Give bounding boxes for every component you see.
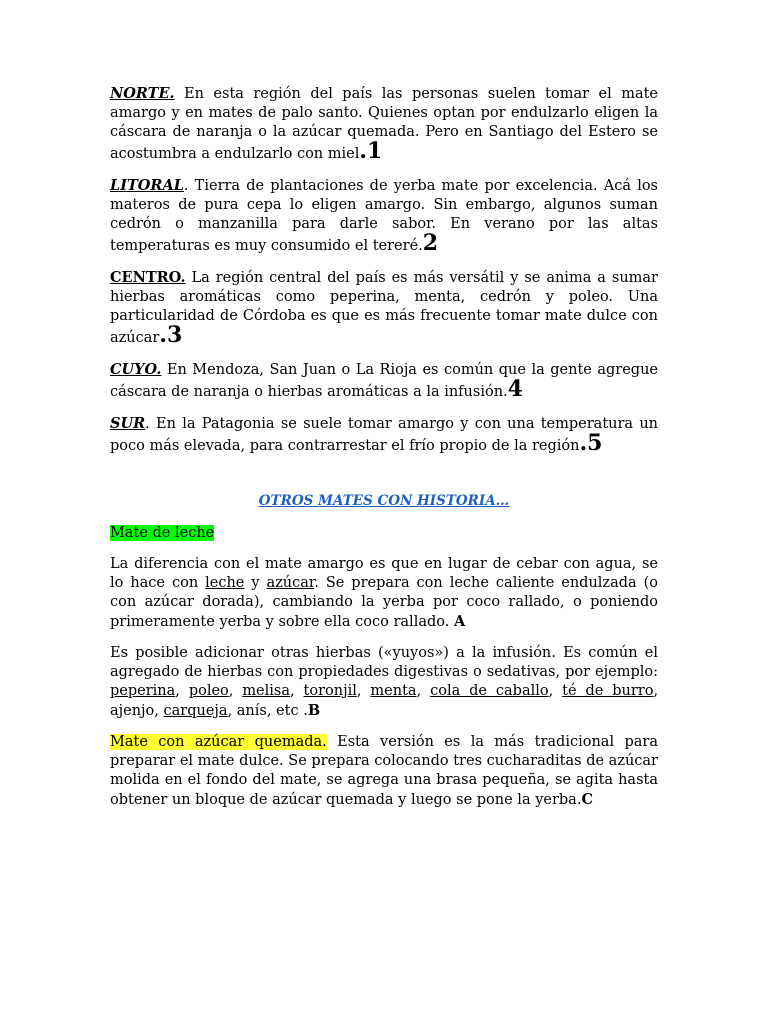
- footnote-marker: 2: [422, 230, 439, 256]
- mate-quemada-title: Mate con azúcar quemada.: [110, 734, 327, 750]
- region-text: . En la Patagonia se suele tomar amargo y con una temperatura un poco más elevada, para contrarrestar el frío propio de la región: [110, 416, 658, 454]
- herb-term: melisa: [242, 683, 291, 699]
- region-label: CUYO.: [110, 361, 162, 378]
- region-centro: [110, 268, 658, 348]
- region-norte: [110, 84, 658, 164]
- mate-quemada-paragraph: [110, 733, 658, 810]
- region-text: En Mendoza, San Juan o La Rioja es común que la gente agregue cáscara de naranja o hierbas aromáticas a la infusión.: [110, 362, 658, 400]
- herb-term: carqueja: [163, 703, 228, 719]
- footnote-marker: A: [453, 613, 466, 630]
- region-cuyo: [110, 360, 658, 402]
- text-run: Es posible adicionar otras hierbas («yuyos») a la infusión. Es común el agregado de hierbas con propiedades digestivas o sedativas, por ejemplo:: [110, 645, 658, 680]
- leche-link: leche: [205, 575, 245, 591]
- region-label: LITORAL: [110, 177, 184, 194]
- footnote-marker: .1: [359, 138, 383, 164]
- mate-leche-paragraph-1: [110, 555, 658, 632]
- footnote-marker: C: [581, 791, 593, 808]
- region-label: CENTRO.: [110, 269, 186, 286]
- herb-term: peperina: [110, 683, 176, 699]
- region-label: NORTE.: [110, 85, 175, 102]
- text-run: , ajenjo,: [110, 683, 659, 719]
- region-label: SUR: [110, 415, 146, 432]
- azucar-link: azúcar: [266, 575, 315, 591]
- mate-leche-paragraph-2: Es posible adicionar otras hierbas («yuyos») a la infusión. Es común el agregado de hierbas con propiedades digestivas o sedativas, por ejemplo: peperina, poleo, melisa, toronjil, menta, cola de caballo, té de burro, ajenjo, carqueja, anís, etc .B: [110, 645, 659, 719]
- region-text: . Tierra de plantaciones de yerba mate por excelencia. Acá los materos de pura cepa lo eligen amargo. Sin embargo, algunos suman cedrón o manzanilla para darle sabor. En verano por las altas temperaturas es muy consumido el tereré.: [110, 178, 658, 254]
- footnote-marker: .5: [579, 430, 603, 456]
- footnote-marker: B: [307, 702, 321, 719]
- text-run: y: [244, 575, 267, 591]
- text-run: . Se prepara con leche caliente endulzada (o con azúcar dorada), cambiando la yerba por coco rallado, o poniendo primeramente yerba y sobre ella coco rallado.: [110, 575, 658, 630]
- text-run: La diferencia con el mate amargo es que en lugar de cebar con agua, se lo hace con: [110, 556, 658, 591]
- herb-term: menta: [370, 683, 417, 699]
- mate-leche-title: Mate de leche: [110, 525, 215, 541]
- footnote-marker: 4: [507, 376, 523, 402]
- region-text: En esta región del país las personas suelen tomar el mate amargo y en mates de palo santo. Quienes optan por endulzarlo eligen la cáscara de naranja o la azúcar quemada. Pero en Santiago del Estero se acostumbra a endulzarlo con miel: [110, 86, 658, 162]
- herb-term: toronjil: [303, 683, 357, 699]
- herb-term: poleo: [188, 683, 229, 699]
- herb-term: té de burro: [562, 683, 654, 699]
- region-litoral: [110, 176, 658, 256]
- footnote-marker: .3: [159, 322, 183, 348]
- region-text: La región central del país es más versátil y se anima a sumar hierbas aromáticas como peperina, menta, cedrón y poleo. Una particularidad de Córdoba es que es más frecuente tomar mate dulce con azúcar: [110, 270, 658, 346]
- text-run: , anís, etc .: [227, 703, 308, 719]
- region-sur: [110, 414, 658, 456]
- document-body: [110, 84, 658, 822]
- mate-leche-title-para: [110, 524, 658, 543]
- section-heading: OTROS MATES CON HISTORIA…: [258, 493, 510, 509]
- herb-term: cola de caballo: [430, 683, 549, 699]
- text-run: Esta versión es la más tradicional para preparar el mate dulce. Se prepara colocando tres cucharaditas de azúcar molida en el fondo del mate, se agrega una brasa pequeña, se agita hasta obtener un bloque de azúcar quemada y luego se pone la yerba.: [110, 734, 658, 808]
